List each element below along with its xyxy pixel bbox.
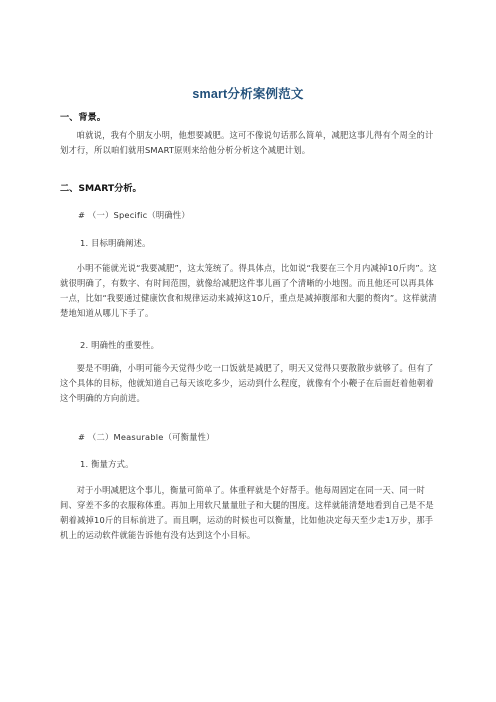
paragraph-specific-goal: 小明不能就光说“我要减肥”，这太笼统了。得具体点，比如说“我要在三个月内减掉10斤肉”。这就很明确了，有数字、有时间范围，就像给减肥这件事儿画了个清晰的小地图。而且他还可以再具体一点，比如“我要通过健康饮食和规律运动来减掉这10斤，重点是减掉腹部和大腿的赘肉”。这样就清楚地知道从哪儿下手了。	[60, 263, 437, 318]
paragraph-background: 咱就说，我有个朋友小明，他想要减肥。这可不像说句话那么简单，减肥这事儿得有个周全的计划才行，所以咱们就用SMART原则来给他分析分析这个减肥计划。	[60, 130, 434, 155]
document-title: smart分析案例范文	[192, 87, 304, 101]
paragraph-measurement: 对于小明减肥这个事儿，衡量可简单了。体重秤就是个好帮手。他每周固定在同一天、同一时间、穿差不多的衣服称体重。再加上用软尺量量肚子和大腿的围度。这样就能清楚地看到自己是不是朝着减掉10斤的目标前进了。而且啊，运动的时候也可以衡量，比如他决定每天至少走1万步，那手机上的运动软件就能告诉他有没有达到这个小目标。	[60, 485, 434, 540]
item-measurement: 1. 衡量方式。	[80, 459, 134, 469]
item-importance: 2. 明确性的重要性。	[80, 340, 160, 350]
heading-smart-analysis: 二、SMART分析。	[60, 183, 142, 194]
subheading-measurable: # （二）Measurable（可衡量性）	[78, 432, 215, 442]
item-goal-statement: 1. 目标明确阐述。	[80, 238, 151, 248]
paragraph-importance: 要是不明确，小明可能今天觉得少吃一口饭就是减肥了，明天又觉得只要散散步就够了。但有了这个具体的目标，他就知道自己每天该吃多少，运动到什么程度，就像有个小鞭子在后面赶着他朝着这个明确的方向前进。	[60, 363, 434, 403]
heading-background: 一、背景。	[60, 112, 106, 123]
subheading-specific: # （一）Specific（明确性）	[78, 210, 190, 220]
